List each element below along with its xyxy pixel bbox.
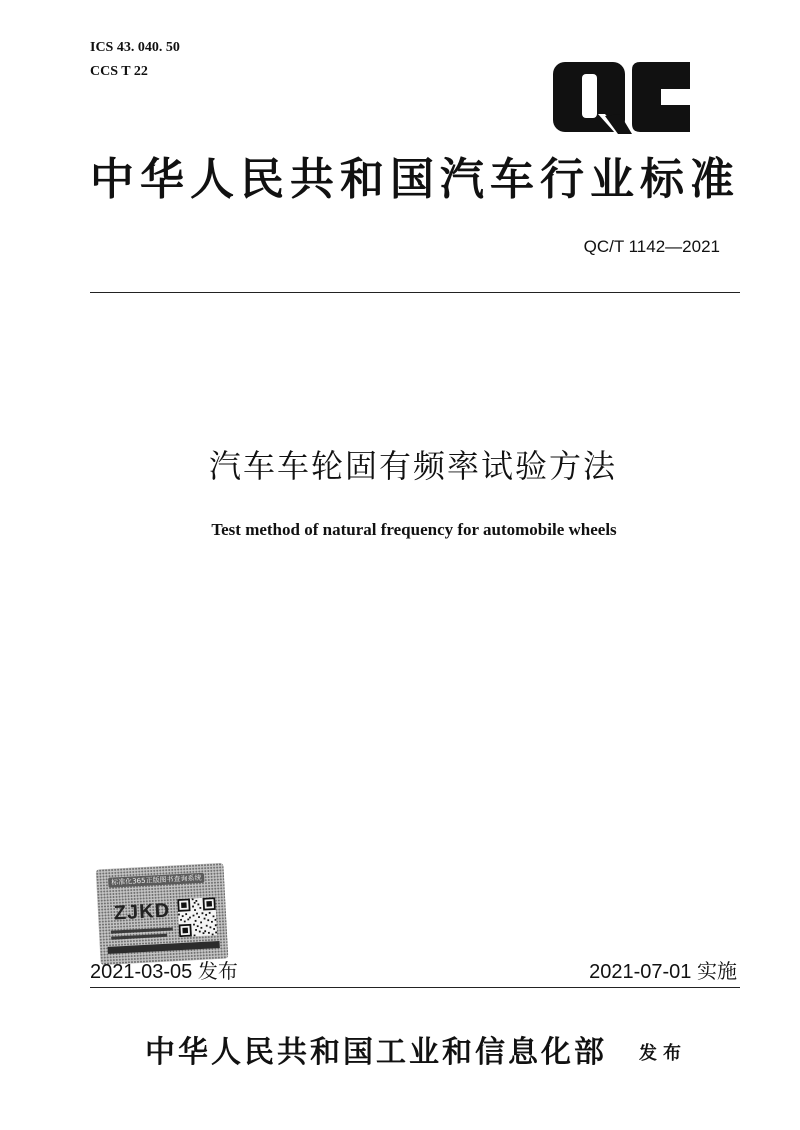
ccs-code: CCS T 22 <box>90 64 148 79</box>
classification-codes <box>90 36 180 84</box>
stamp-banner: 标准化365正版图书查询系统 <box>108 873 205 888</box>
ics-code: ICS 43. 040. 50 <box>90 40 180 55</box>
implementation-date: 2021-07-01 实施 <box>589 961 737 983</box>
issue-date: 2021-03-05 发布 <box>90 961 238 983</box>
document-title-chinese: 汽车车轮固有频率试验方法 <box>208 447 617 485</box>
qc-logo <box>550 60 694 136</box>
anti-counterfeit-label <box>96 863 229 966</box>
standard-category-title: 中华人民共和国汽车行业标准 <box>90 154 740 205</box>
footer-divider <box>90 987 740 988</box>
issuing-authority: 中华人民共和国工业和信息化部 <box>145 1035 607 1070</box>
header-divider <box>90 292 740 293</box>
stamp-bottom-band <box>108 941 220 954</box>
stamp-fine-print <box>111 927 173 933</box>
issuing-action: 发布 <box>639 1043 687 1064</box>
qr-code-icon <box>177 897 217 937</box>
standard-number: QC/T 1142—2021 <box>583 237 720 256</box>
document-title-english: Test method of natural frequency for automobile wheels <box>211 520 617 539</box>
stamp-fine-print <box>111 934 167 940</box>
stamp-brand-text: ZJKD <box>113 899 171 925</box>
